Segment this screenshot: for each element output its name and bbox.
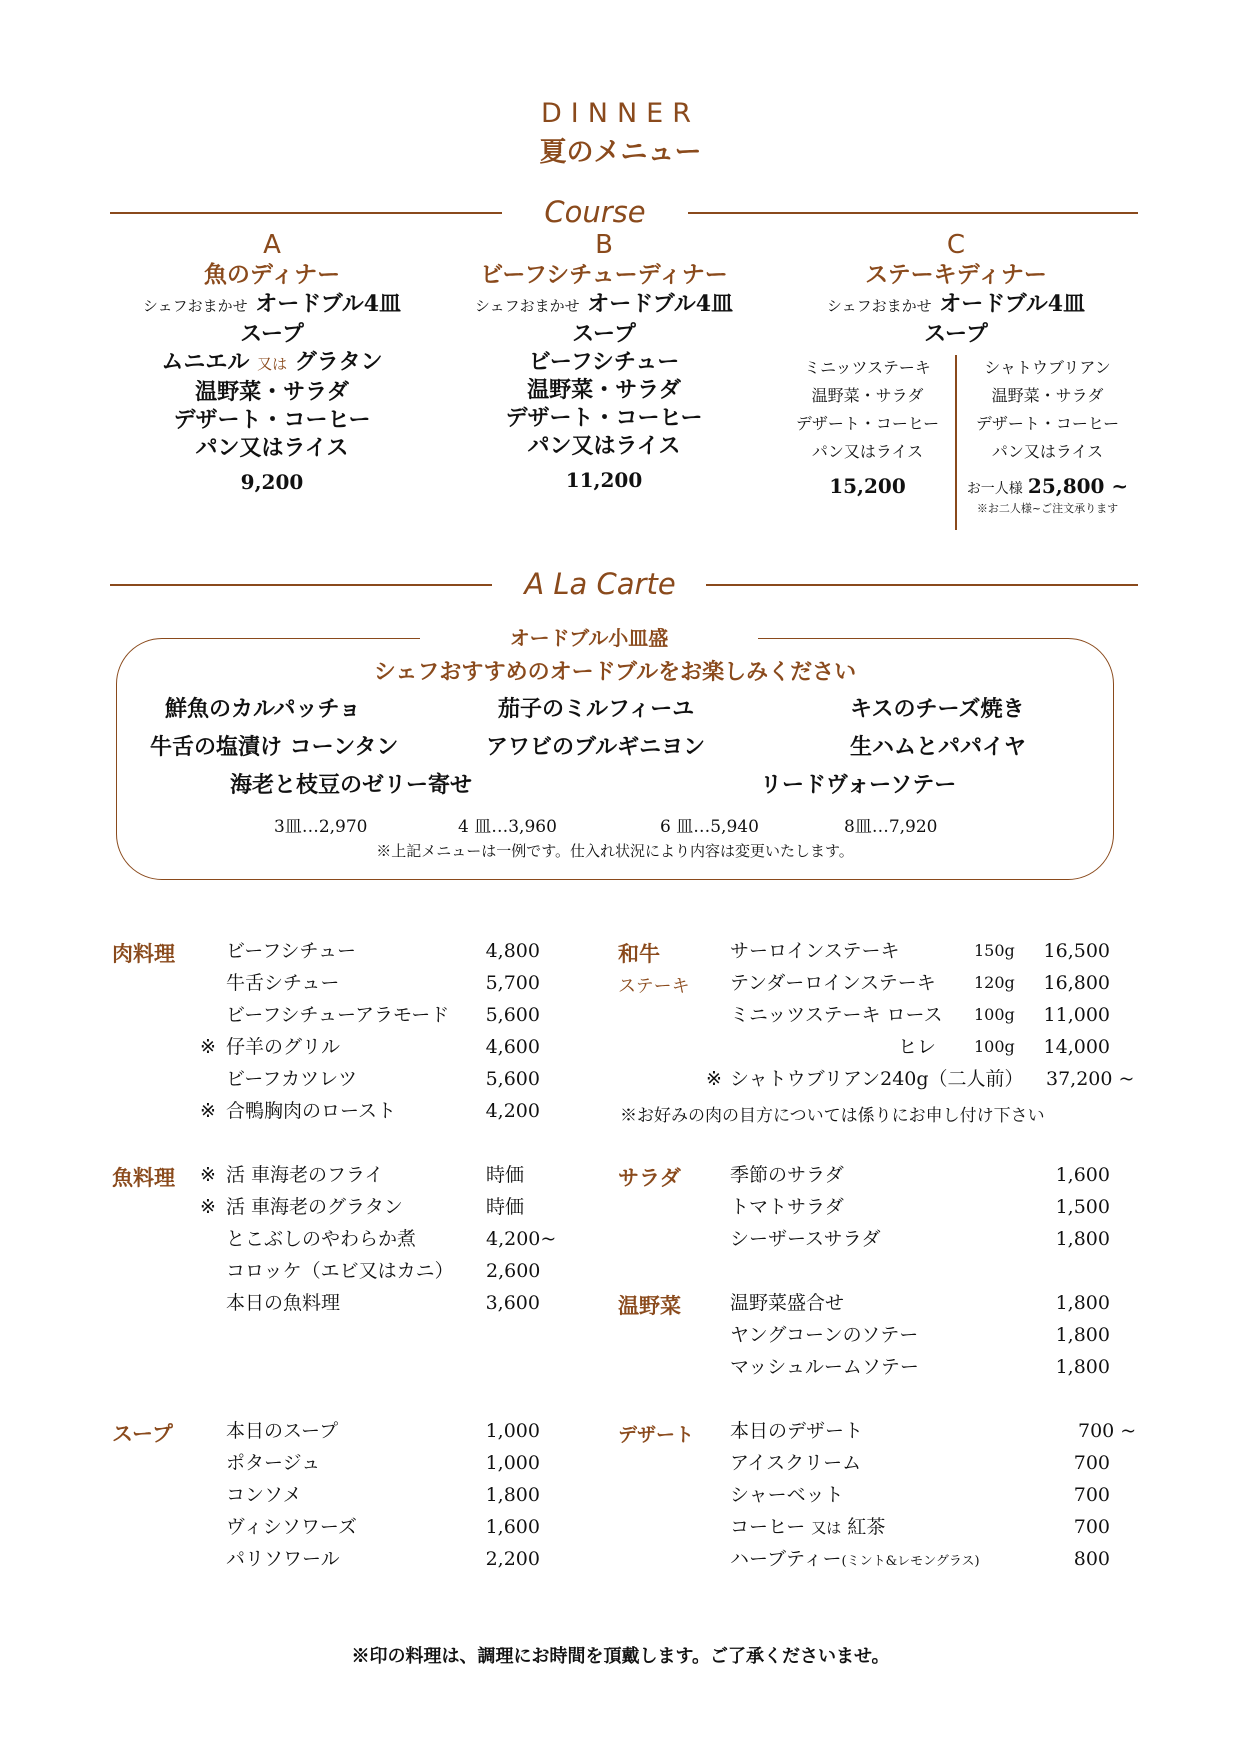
category-wagyu: 和牛 [618,941,660,966]
menu-row: コロッケ（エビ又はカニ） 2,600 [226,1260,541,1282]
category-wagyu-steak: ステーキ [618,976,690,997]
course-line: デザート・コーヒー [505,405,703,431]
menu-row: アイスクリーム 700 [730,1452,1110,1474]
course-name: ビーフシチューディナー [480,261,728,288]
hors-doeuvre-item: アワビのブルギニヨン [486,734,706,760]
course-line: ムニエル 又は グラタン [161,349,383,375]
sub-line: パン又はライス [991,442,1104,461]
sub-line: ミニッツステーキ [804,358,931,377]
course-line: パン又はライス [195,435,349,461]
menu-row: ヴィシソワーズ 1,600 [226,1516,540,1538]
footer-note: ※印の料理は、調理にお時間を頂戴します。ご了承くださいませ。 [351,1646,890,1667]
course-name: 魚のディナー [203,261,341,288]
course-line: ビーフシチュー [528,349,680,375]
menu-row: 本日のスープ 1,000 [226,1420,540,1442]
hors-doeuvre-item: 牛舌の塩漬け コーンタン [150,734,399,760]
title-japanese: 夏のメニュー [539,137,702,168]
sub-line: シャトウブリアン [984,358,1111,377]
menu-row: ビーフシチューアラモード 5,600 [226,1004,540,1026]
menu-row: ビーフシチュー 4,800 [226,940,540,962]
title-english: DINNER [541,98,700,129]
category-fish: 魚料理 [112,1165,175,1190]
course-line: 温野菜・サラダ [195,379,349,405]
sub-line: 温野菜・サラダ [811,386,924,405]
course-price: 9,200 [240,470,304,494]
course-b [424,230,784,492]
menu-row: とこぶしのやわらか煮 4,200~ [226,1228,557,1250]
alacarte-rule-right [706,584,1138,586]
category-dessert: デザート [618,1424,695,1446]
menu-row: ポタージュ 1,000 [226,1452,540,1474]
course-line: シェフおまかせ オードブル4皿 [826,291,1086,317]
hors-doeuvre-item: キスのチーズ焼き [850,696,1025,722]
menu-row: シャーベット 700 [730,1484,1110,1506]
menu-row: コンソメ 1,800 [226,1484,540,1506]
course-line: スープ [240,321,304,347]
course-line: 温野菜・サラダ [527,377,681,403]
menu-row: シーザースサラダ 1,800 [730,1228,1110,1250]
course-rule-right [688,212,1138,214]
hors-doeuvre-item: リードヴォーソテー [760,772,957,798]
menu-row: 本日のデザート 700 ~ [730,1420,1137,1442]
hors-doeuvre-item: 茄子のミルフィーユ [498,696,695,722]
category-vegetables: 温野菜 [618,1293,681,1318]
menu-row: ※ 活 車海老のフライ 時価 [200,1164,525,1186]
hors-doeuvre-price: 3皿…2,970 [274,817,368,837]
menu-row: マッシュルームソテー 1,800 [730,1356,1110,1378]
sub-line: デザート・コーヒー [975,414,1120,433]
menu-row: テンダーロインステーキ 120g 16,800 [730,972,1110,994]
course-letter: A [263,230,281,260]
course-a [92,230,452,494]
course-section-title: Course [544,195,646,229]
course-line: パン又はライス [527,433,681,459]
menu-row: サーロインステーキ 150g 16,500 [730,940,1110,962]
course-letter: B [595,230,613,260]
menu-row: ヤングコーンのソテー 1,800 [730,1324,1110,1346]
category-meat: 肉料理 [112,941,175,966]
menu-row: 本日の魚料理 3,600 [226,1292,540,1314]
hors-doeuvre-item: 海老と枝豆のゼリー寄せ [230,772,473,798]
hors-doeuvre-item: 鮮魚のカルパッチョ [165,696,361,722]
menu-row: トマトサラダ 1,500 [730,1196,1110,1218]
course-rule-left [110,212,502,214]
sub-line: パン又はライス [811,442,924,461]
course-line: デザート・コーヒー [173,407,371,433]
menu-row: ハーブティー(ミント&レモングラス) 800 [730,1548,1110,1570]
alacarte-rule-left [110,584,492,586]
menu-row: コーヒー 又は 紅茶 700 [730,1516,1110,1538]
alacarte-section-title: A La Carte [524,567,676,601]
hors-doeuvre-title: オードブル小皿盛 [509,626,669,650]
sub-line: 温野菜・サラダ [991,386,1104,405]
menu-row: パリソワール 2,200 [226,1548,540,1570]
course-c-chateaubriand [960,354,1135,515]
menu-row: ※ 活 車海老のグラタン 時価 [200,1196,525,1218]
category-salad: サラダ [618,1165,681,1190]
course-c-divider [955,355,957,530]
course-line: スープ [924,321,988,347]
hors-doeuvre-subtitle: シェフおすすめのオードブルをお楽しみください [373,659,857,685]
menu-row: ※ シャトウブリアン240g（二人前） 37,200 ~ [706,1068,1135,1090]
course-c [776,230,1136,348]
course-letter: C [946,230,966,260]
hors-doeuvre-note: ※上記メニューは一例です。仕入れ状況により内容は変更いたします。 [376,842,854,860]
sub-line: デザート・コーヒー [795,414,940,433]
course-c-note: ※お二人様~ご注文承ります [976,502,1119,515]
category-soup: スープ [112,1421,173,1446]
menu-row: ヒレ 100g 14,000 [898,1036,1110,1058]
menu-row: 温野菜盛合せ 1,800 [730,1292,1110,1314]
hors-doeuvre-price: 4 皿…3,960 [458,817,557,837]
hors-doeuvre-price: 6 皿…5,940 [660,817,759,837]
course-price: 15,200 [829,474,906,498]
course-line: シェフおまかせ オードブル4皿 [142,291,402,317]
menu-row: ※ 合鴨胸肉のロースト 4,200 [200,1100,540,1122]
menu-row: ※ 仔羊のグリル 4,600 [200,1036,540,1058]
menu-row: ミニッツステーキ ロース 100g 11,000 [730,1004,1110,1026]
wagyu-note: ※お好みの肉の目方については係りにお申し付け下さい [620,1106,1045,1126]
course-c-minute-steak [780,354,955,500]
menu-row: 牛舌シチュー 5,700 [226,972,540,994]
hors-doeuvre-price: 8皿…7,920 [844,817,938,837]
course-price: 11,200 [565,468,643,492]
course-name: ステーキディナー [865,261,1047,288]
menu-row: 季節のサラダ 1,600 [730,1164,1110,1186]
hors-doeuvre-item: 生ハムとパパイヤ [850,734,1027,760]
course-line: スープ [572,321,636,347]
menu-row: ビーフカツレツ 5,600 [226,1068,540,1090]
course-line: シェフおまかせ オードブル4皿 [474,291,734,317]
course-price: お一人様 25,800 ~ [966,474,1129,498]
